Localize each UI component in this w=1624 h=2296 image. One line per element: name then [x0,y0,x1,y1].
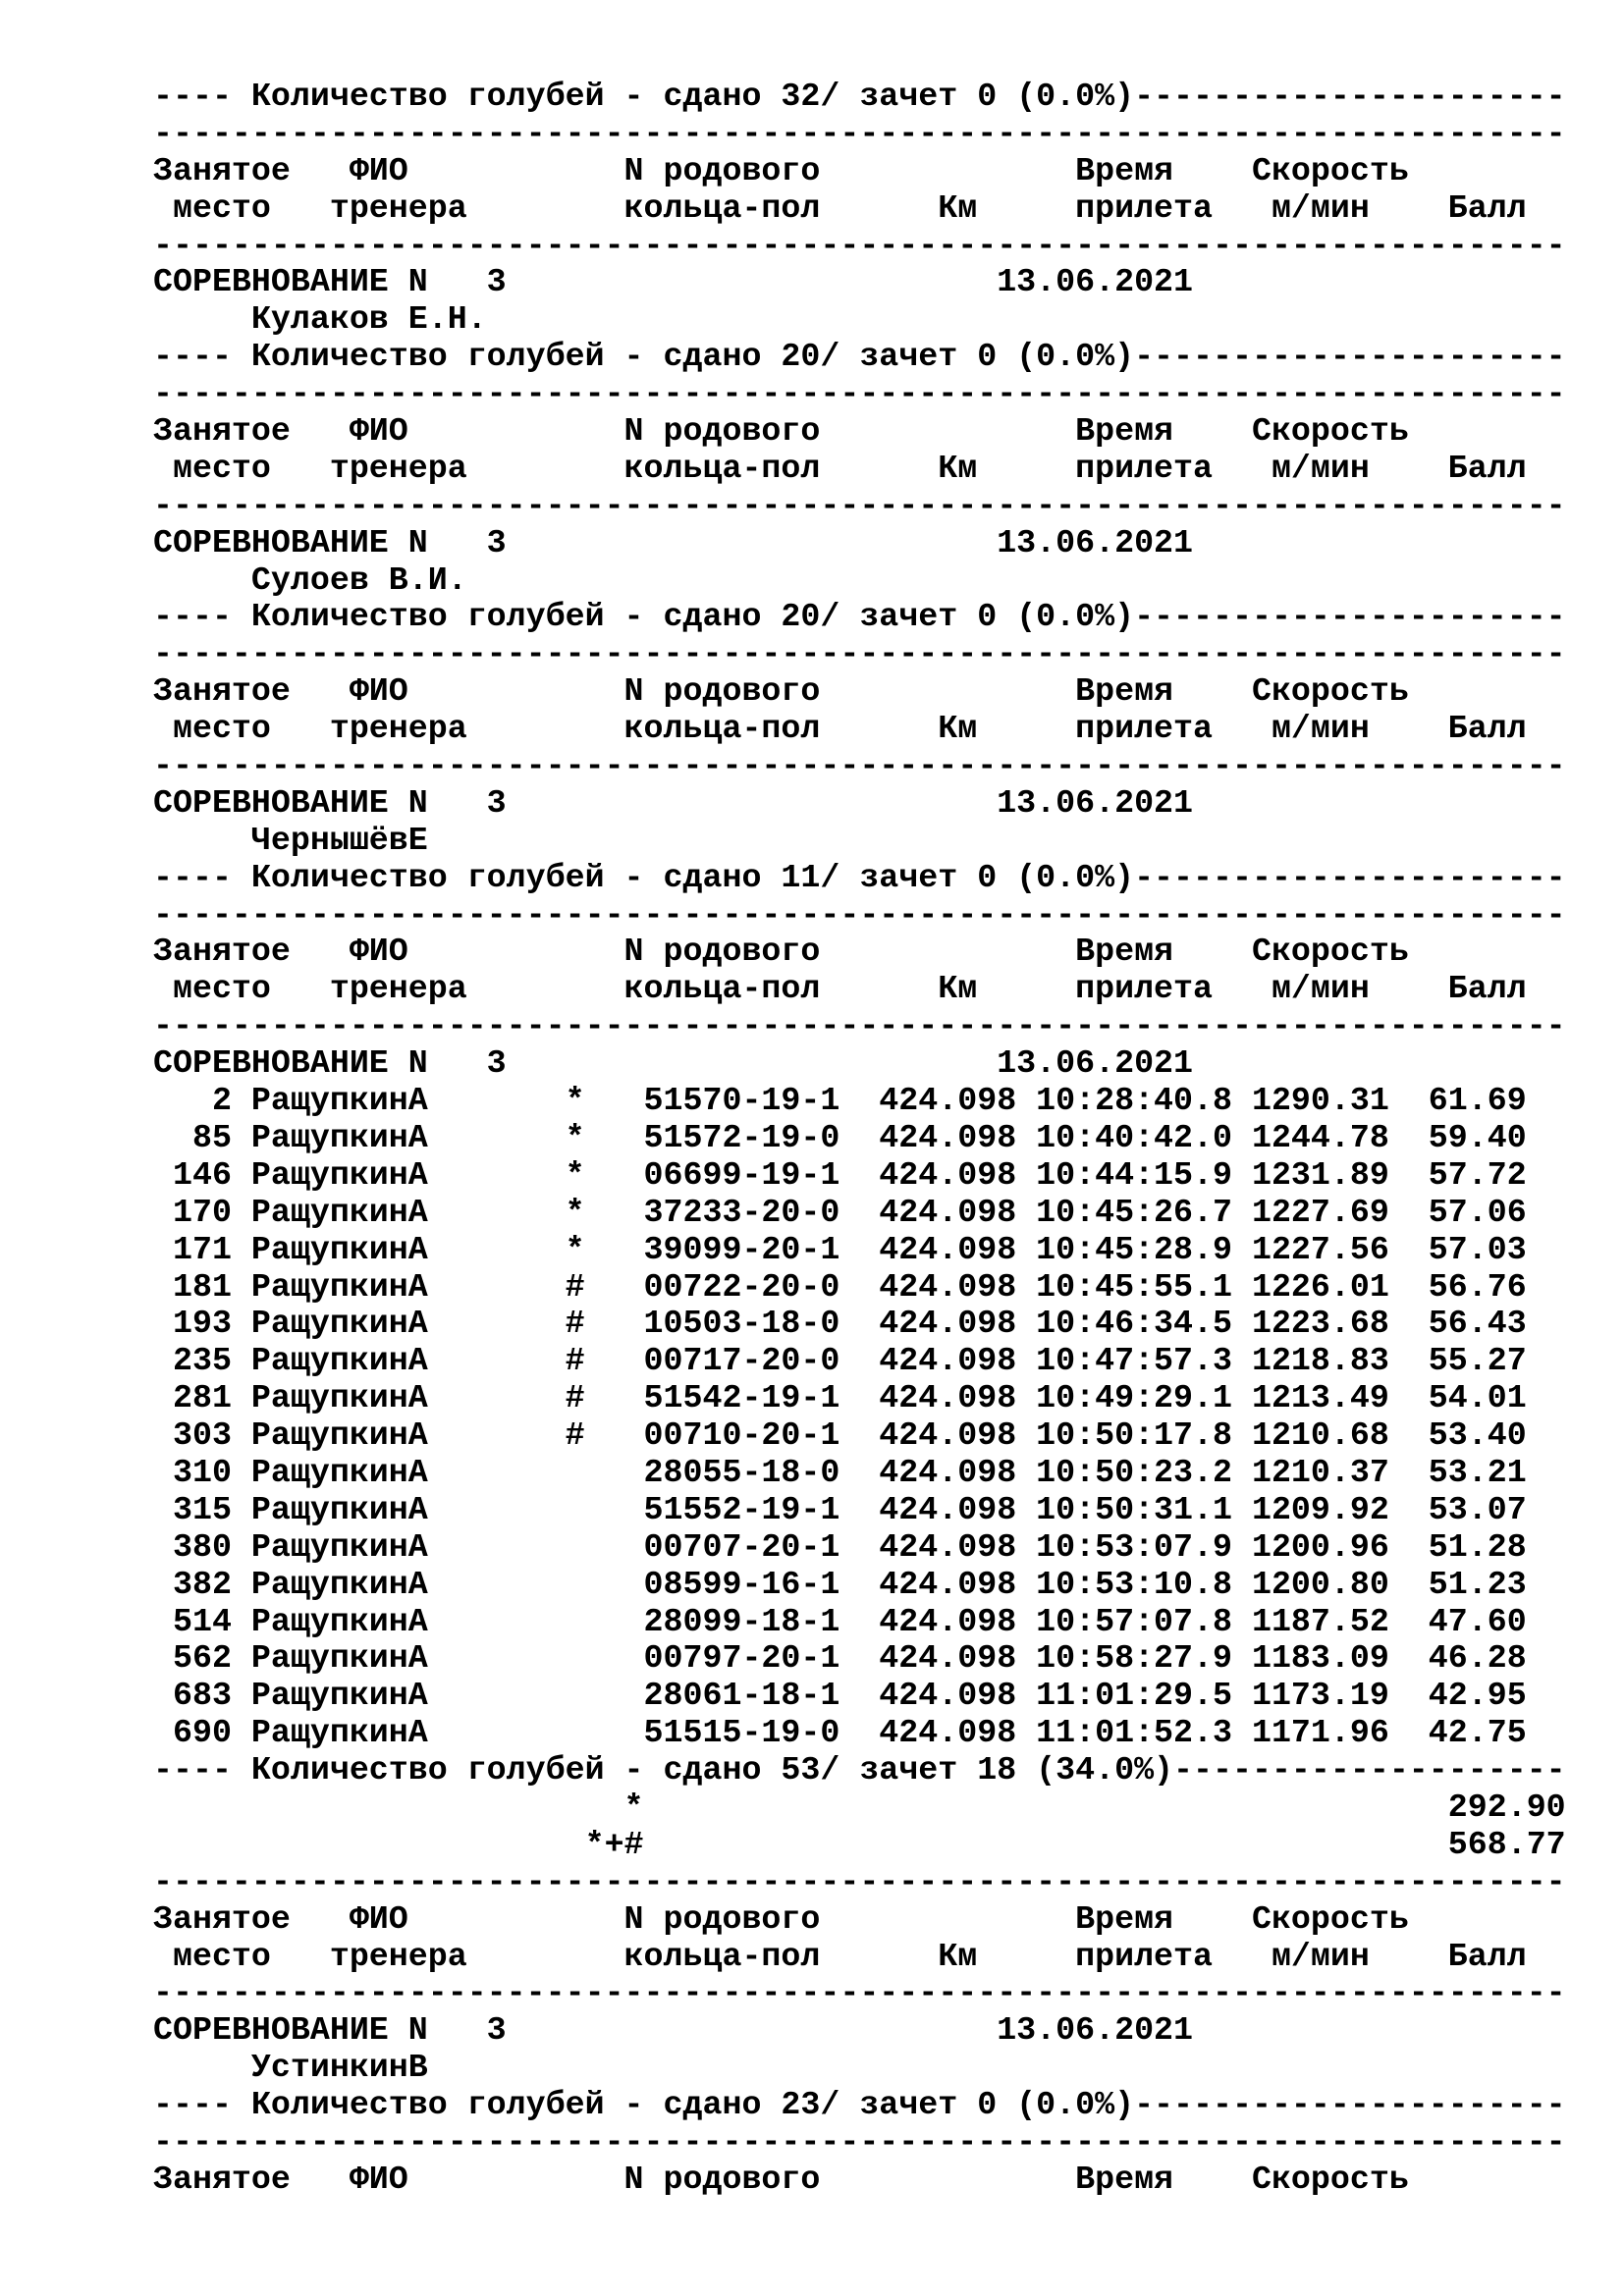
column-header: Занятое ФИО N родового Время Скорость [153,933,1409,971]
column-header: место тренера кольца-пол Км прилета м/мин Балл [153,1937,1527,1975]
separator-line: ------------------------------------------------------------------------ [153,486,1566,524]
separator-line: ------------------------------------------------------------------------ [153,747,1566,785]
competition-header: СОРЕВНОВАНИЕ N 3 13.06.2021 [153,2011,1194,2050]
pigeon-count-summary: ---- Количество голубей - сдано 53/ зачет 18 (34.0%)-------------------- [153,1751,1566,1789]
trainer-name: УстинкинВ [153,2049,428,2087]
competition-header: СОРЕВНОВАНИЕ N 3 13.06.2021 [153,263,1194,301]
pigeon-count-summary: ---- Количество голубей - сдано 23/ зачет 0 (0.0%)---------------------- [153,2086,1566,2124]
result-row: 514 РащупкинА 28099-18-1 424.098 10:57:07.8 1187.52 47.60 [153,1602,1527,1640]
result-row: 2 РащупкинА * 51570-19-1 424.098 10:28:40.8 1290.31 61.69 [153,1082,1527,1120]
result-row: 193 РащупкинА # 10503-18-0 424.098 10:46:34.5 1223.68 56.43 [153,1305,1527,1343]
separator-line: ------------------------------------------------------------------------ [153,2122,1566,2161]
result-row: 181 РащупкинА # 00722-20-0 424.098 10:45:55.1 1226.01 56.76 [153,1267,1527,1306]
result-row: 690 РащупкинА 51515-19-0 424.098 11:01:52.3 1171.96 42.75 [153,1714,1527,1752]
column-header: место тренера кольца-пол Км прилета м/мин Балл [153,970,1527,1008]
column-header: Занятое ФИО N родового Время Скорость [153,412,1409,451]
result-row: 85 РащупкинА * 51572-19-0 424.098 10:40:42.0 1244.78 59.40 [153,1118,1527,1156]
result-row: 315 РащупкинА 51552-19-1 424.098 10:50:31.1 1209.92 53.07 [153,1490,1527,1528]
column-header: место тренера кольца-пол Км прилета м/мин Балл [153,188,1527,227]
result-row: 171 РащупкинА * 39099-20-1 424.098 10:45:28.9 1227.56 57.03 [153,1230,1527,1268]
result-row: 310 РащупкинА 28055-18-0 424.098 10:50:23.2 1210.37 53.21 [153,1453,1527,1491]
results-report [153,79,1566,2199]
result-row: 146 РащупкинА * 06699-19-1 424.098 10:44:15.9 1231.89 57.72 [153,1155,1527,1194]
separator-line: ------------------------------------------------------------------------ [153,375,1566,413]
result-row: 562 РащупкинА 00797-20-1 424.098 10:58:27.9 1183.09 46.28 [153,1639,1527,1678]
column-header: место тренера кольца-пол Км прилета м/мин Балл [153,710,1527,748]
pigeon-count-summary: ---- Количество голубей - сдано 11/ зачет 0 (0.0%)---------------------- [153,858,1566,896]
result-row: 382 РащупкинА 08599-16-1 424.098 10:53:10.8 1200.80 51.23 [153,1565,1527,1603]
separator-line: ------------------------------------------------------------------------ [153,226,1566,264]
competition-header: СОРЕВНОВАНИЕ N 3 13.06.2021 [153,523,1194,561]
pigeon-count-summary: ---- Количество голубей - сдано 32/ зачет 0 (0.0%)---------------------- [153,78,1566,115]
result-row: 235 РащупкинА # 00717-20-0 424.098 10:47:57.3 1218.83 55.27 [153,1342,1527,1380]
trainer-name: ЧернышёвЕ [153,821,428,859]
trainer-name: Кулаков Е.Н. [153,300,487,339]
score-total: *+# 568.77 [153,1825,1566,1863]
separator-line: ------------------------------------------------------------------------ [153,1007,1566,1045]
result-row: 380 РащупкинА 00707-20-1 424.098 10:53:07.9 1200.96 51.28 [153,1527,1527,1566]
competition-header: СОРЕВНОВАНИЕ N 3 13.06.2021 [153,1044,1194,1083]
result-row: 170 РащупкинА * 37233-20-0 424.098 10:45:26.7 1227.69 57.06 [153,1193,1527,1231]
pigeon-count-summary: ---- Количество голубей - сдано 20/ зачет 0 (0.0%)---------------------- [153,338,1566,376]
pigeon-count-summary: ---- Количество голубей - сдано 20/ зачет 0 (0.0%)---------------------- [153,598,1566,636]
result-row: 683 РащупкинА 28061-18-1 424.098 11:01:29.5 1173.19 42.95 [153,1677,1527,1715]
column-header: Занятое ФИО N родового Время Скорость [153,2160,1409,2198]
separator-line: ------------------------------------------------------------------------ [153,1974,1566,2012]
separator-line: ------------------------------------------------------------------------ [153,895,1566,934]
separator-line: ------------------------------------------------------------------------ [153,1862,1566,1900]
column-header: Занятое ФИО N родового Время Скорость [153,1899,1409,1938]
result-row: 281 РащупкинА # 51542-19-1 424.098 10:49:29.1 1213.49 54.01 [153,1379,1527,1417]
separator-line: ------------------------------------------------------------------------ [153,114,1566,152]
result-row: 303 РащупкинА # 00710-20-1 424.098 10:50:17.8 1210.68 53.40 [153,1416,1527,1455]
column-header: Занятое ФИО N родового Время Скорость [153,672,1409,711]
column-header: Занятое ФИО N родового Время Скорость [153,151,1409,189]
competition-header: СОРЕВНОВАНИЕ N 3 13.06.2021 [153,783,1194,822]
column-header: место тренера кольца-пол Км прилета м/мин Балл [153,449,1527,487]
separator-line: ------------------------------------------------------------------------ [153,635,1566,673]
score-total: * 292.90 [153,1788,1566,1826]
trainer-name: Сулоев В.И. [153,561,467,599]
